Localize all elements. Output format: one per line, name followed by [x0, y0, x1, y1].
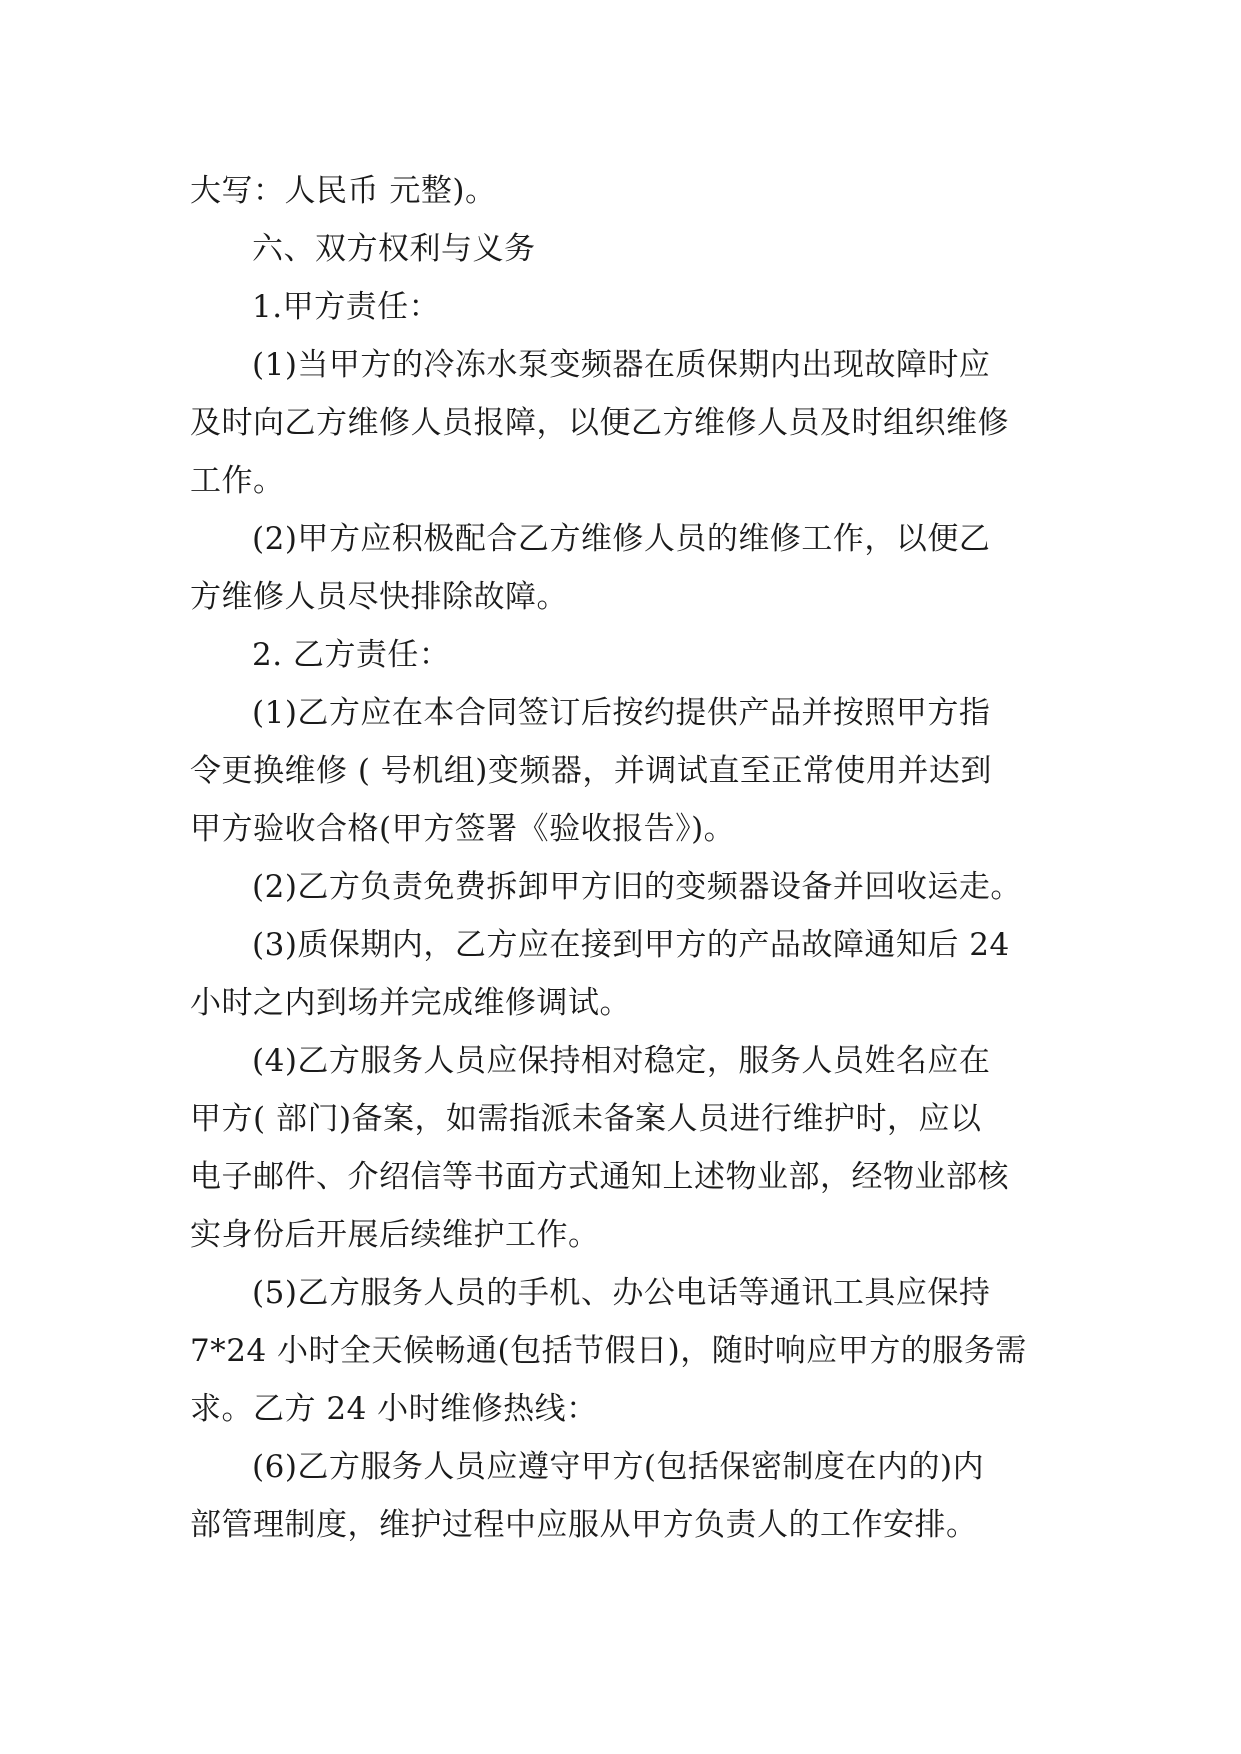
paragraph-line: (2)乙方负责免费拆卸甲方旧的变频器设备并回收运走。 — [252, 869, 1022, 905]
paragraph — [190, 1264, 1050, 1438]
paragraph-line: 令更换维修 ( 号机组)变频器，并调试直至正常使用并达到 — [190, 753, 992, 789]
paragraph-line: 实身份后开展后续维护工作。 — [190, 1217, 600, 1253]
paragraph-line: 大写：人民币 元整)。 — [190, 173, 497, 209]
paragraph — [190, 626, 1050, 684]
paragraph-line: (1)乙方应在本合同签订后按约提供产品并按照甲方指 — [252, 695, 991, 731]
paragraph — [190, 336, 1050, 510]
paragraph-line: 方维修人员尽快排除故障。 — [190, 579, 568, 615]
paragraph-line: (2)甲方应积极配合乙方维修人员的维修工作，以便乙 — [252, 521, 991, 557]
paragraph-line: 1.甲方责任： — [252, 289, 441, 325]
paragraph-line: 六、双方权利与义务 — [252, 231, 536, 267]
paragraph — [190, 916, 1050, 1032]
paragraph-line: (6)乙方服务人员应遵守甲方(包括保密制度在内的)内 — [252, 1449, 985, 1485]
paragraph-line: 小时之内到场并完成维修调试。 — [190, 985, 631, 1021]
paragraph-line: 甲方( 部门)备案，如需指派未备案人员进行维护时，应以 — [190, 1101, 982, 1137]
paragraph — [190, 278, 1050, 336]
paragraph — [190, 510, 1050, 626]
paragraph-line: 7*24 小时全天候畅通(包括节假日)，随时响应甲方的服务需 — [190, 1333, 1027, 1369]
paragraph — [190, 858, 1050, 916]
paragraph-line: 求。乙方 24 小时维修热线： — [190, 1391, 598, 1427]
paragraph-line: 工作。 — [190, 463, 285, 499]
paragraph-line: (1)当甲方的冷冻水泵变频器在质保期内出现故障时应 — [252, 347, 991, 383]
document-body — [190, 162, 1050, 1554]
paragraph-line: (5)乙方服务人员的手机、办公电话等通讯工具应保持 — [252, 1275, 991, 1311]
paragraph — [190, 220, 1050, 278]
paragraph-line: 电子邮件、介绍信等书面方式通知上述物业部，经物业部核 — [190, 1159, 1009, 1195]
paragraph — [190, 1438, 1050, 1554]
paragraph — [190, 684, 1050, 858]
paragraph — [190, 162, 1050, 220]
paragraph-line: (3)质保期内，乙方应在接到甲方的产品故障通知后 24 — [252, 927, 1010, 963]
paragraph — [190, 1032, 1050, 1264]
paragraph-line: 2. 乙方责任： — [252, 637, 451, 673]
paragraph-line: 部管理制度，维护过程中应服从甲方负责人的工作安排。 — [190, 1507, 978, 1543]
paragraph-line: (4)乙方服务人员应保持相对稳定，服务人员姓名应在 — [252, 1043, 991, 1079]
paragraph-line: 及时向乙方维修人员报障，以便乙方维修人员及时组织维修 — [190, 405, 1009, 441]
paragraph-line: 甲方验收合格(甲方签署《验收报告》)。 — [190, 811, 736, 847]
